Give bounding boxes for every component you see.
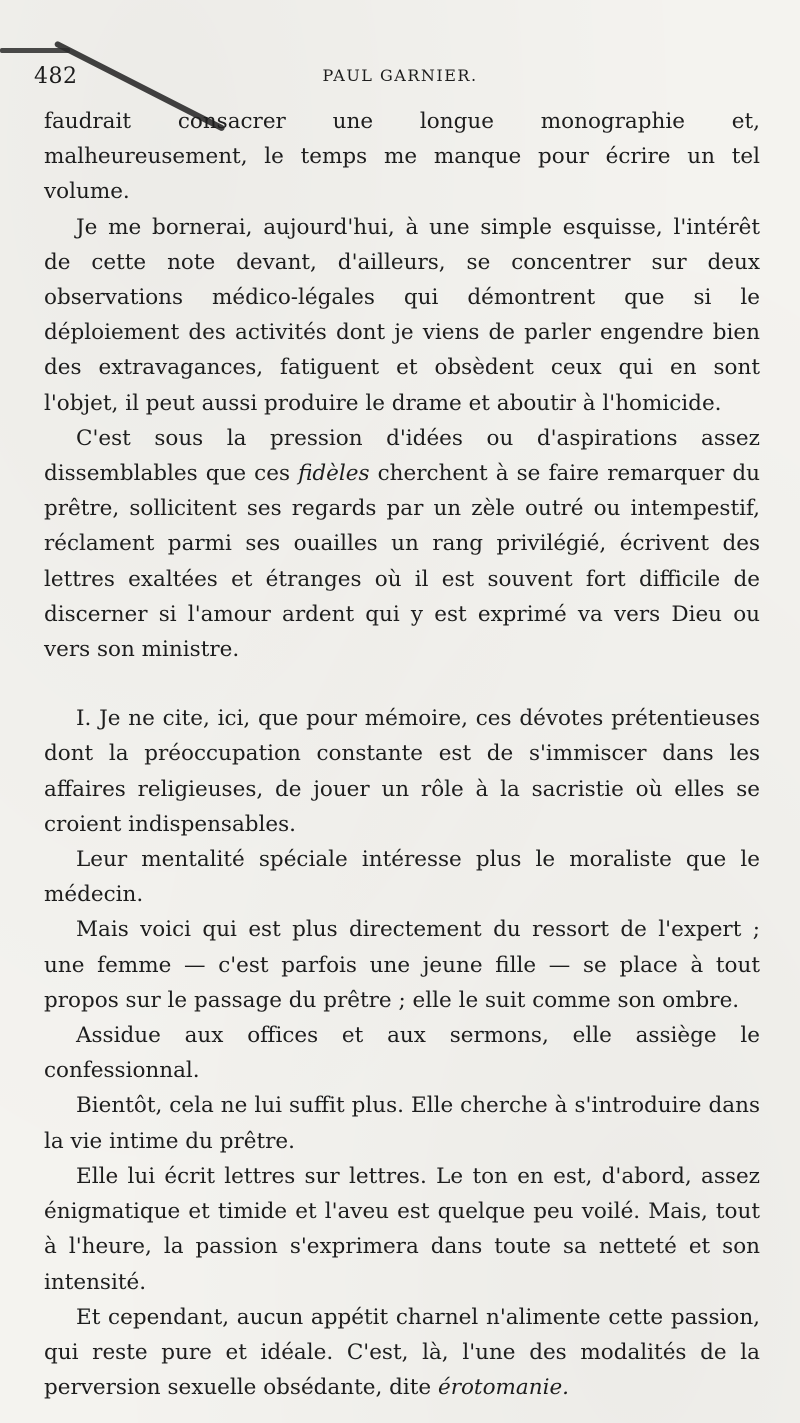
italic-term: érotomanie. xyxy=(437,1375,569,1401)
italic-term: fidèles xyxy=(298,461,370,487)
running-head: PAUL GARNIER. xyxy=(322,66,478,85)
paragraph xyxy=(44,1300,760,1406)
paragraph-text: cherchent à se faire remarquer du prêtre, sollicitent ses regards par un zèle outré ou intempestif, réclament parmi ses ouailles un rang privilégié, écrivent des lettres exaltées et étranges où il est souvent fort difficile de discerner si l'amour ardent qui y est exprimé va vers Dieu ou vers son ministre. xyxy=(44,461,760,663)
paragraph-text: C'est sous la pression d'idées ou d'aspirations assez dissemblables que ces xyxy=(44,425,760,487)
paragraph-text: Et cependant, aucun appétit charnel n'alimente cette passion, qui reste pure et idéale. C'est, là, l'une des modalités de la perversion sexuelle obsédante, dite xyxy=(44,1304,760,1401)
paragraph: Bientôt, cela ne lui suffit plus. Elle cherche à s'introduire dans la vie intime du prêtre. xyxy=(44,1093,760,1154)
paragraph xyxy=(44,421,760,667)
paragraph: Elle lui écrit lettres sur lettres. Le ton en est, d'abord, assez énigmatique et timide et l'aveu est quelque peu voilé. Mais, tout à l'heure, la passion s'exprimera dans toute sa netteté et son intensité. xyxy=(44,1163,760,1295)
paragraph: Je me bornerai, aujourd'hui, à une simple esquisse, l'intérêt de cette note devant, d'ailleurs, se concentrer sur deux observations médico-légales qui démontrent que si le déploiement des activités dont je viens de parler engendre bien des extravagances, fatiguent et obsèdent ceux qui en sont l'objet, il peut aussi produire le drame et aboutir à l'homicide. xyxy=(44,214,760,416)
paragraph: Mais voici qui est plus directement du ressort de l'expert ; une femme — c'est parfois une jeune fille — se place à tout propos sur le passage du prêtre ; elle le suit comme son ombre. xyxy=(44,917,760,1013)
paragraph: I. Je ne cite, ici, que pour mémoire, ces dévotes prétentieuses dont la préoccupation constante est de s'immiscer dans les affaires religieuses, de jouer un rôle à la sacristie où elles se croient indispensables. xyxy=(44,706,760,837)
page-number: 482 xyxy=(34,64,78,89)
body-text xyxy=(44,104,760,1405)
page-header xyxy=(34,64,766,94)
paragraph: Leur mentalité spéciale intéresse plus le moraliste que le médecin. xyxy=(44,847,760,908)
paragraph: faudrait consacrer une longue monographie et, malheureusement, le temps me manque pour écrire un tel volume. xyxy=(44,109,760,205)
paragraph: Assidue aux offices et aux sermons, elle assiège le confessionnal. xyxy=(44,1023,760,1084)
